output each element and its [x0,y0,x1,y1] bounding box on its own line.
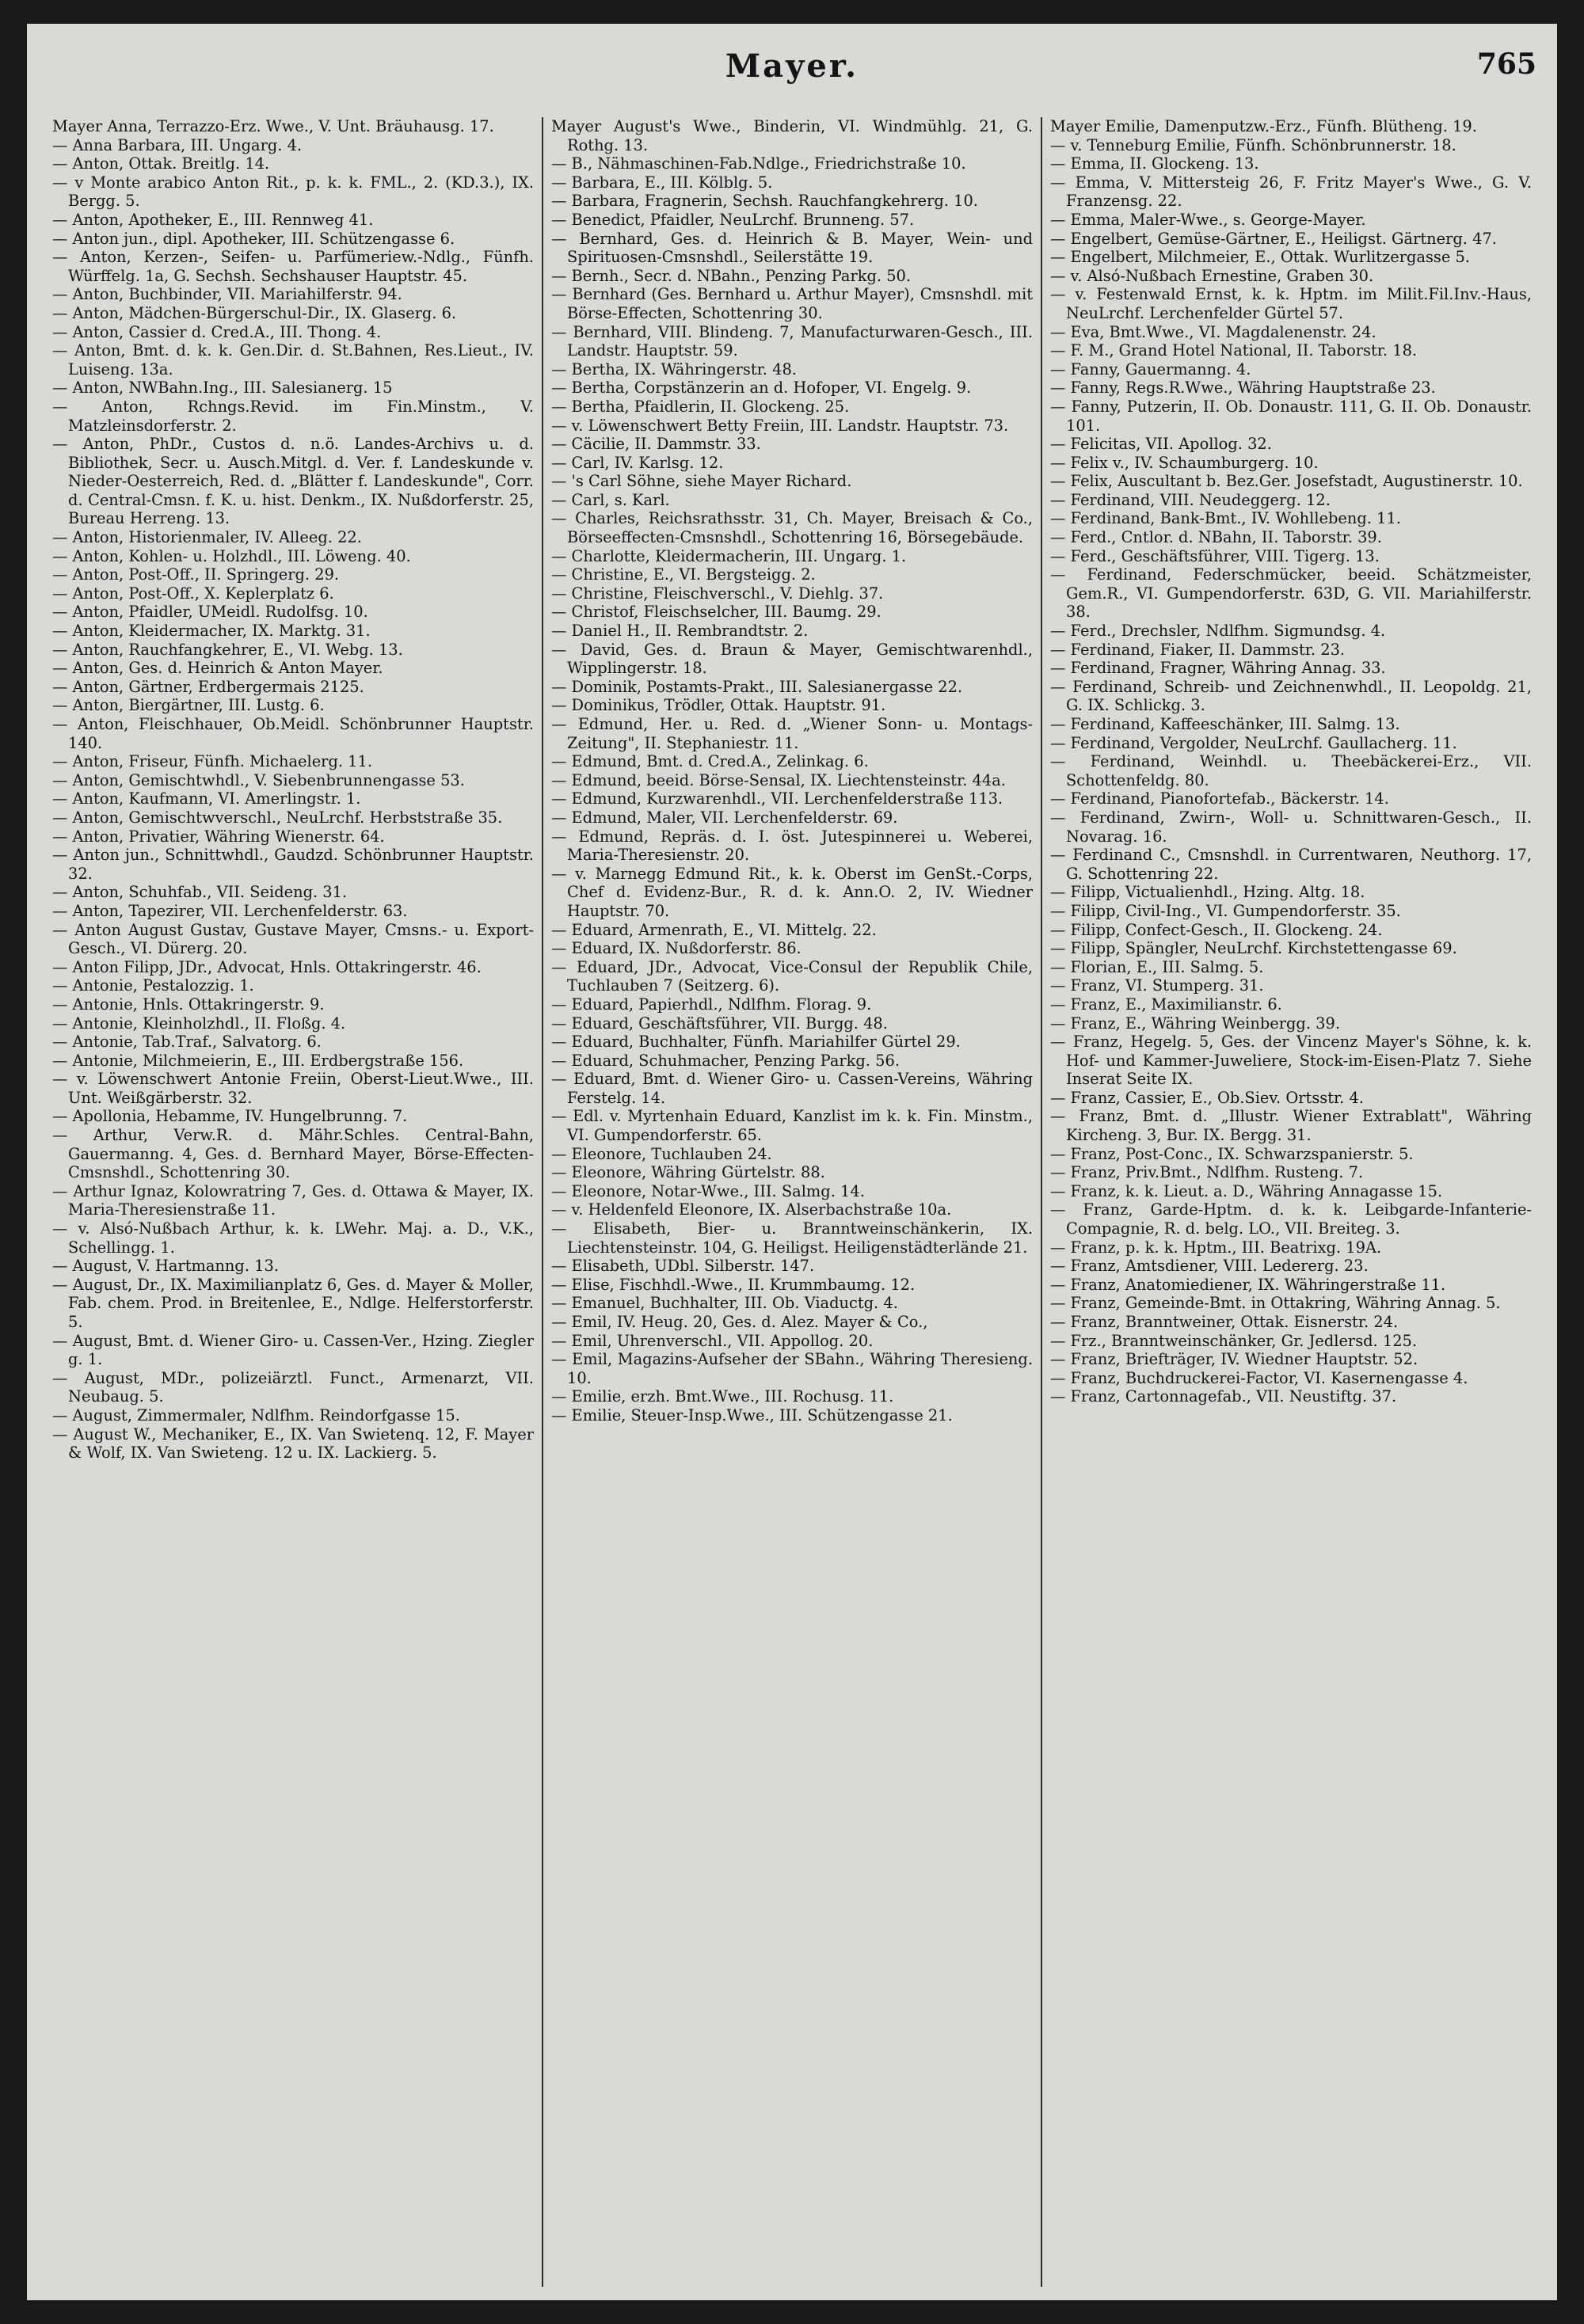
directory-entry: — Fanny, Gauermanng. 4. [1050,359,1251,378]
directory-entry: — Engelbert, Milchmeier, E., Ottak. Wurlitzergasse 5. [1050,248,1471,267]
directory-entry: — Franz, Post-Conc., IX. Schwarzspanierstr. 5. [1050,1144,1414,1163]
directory-entry: — Emil, Uhrenverschl., VII. Appollog. 20. [551,1331,874,1350]
directory-entry: — Elisabeth, UDbl. Silberstr. 147. [551,1257,815,1276]
directory-entry: — Anton, Pfaidler, UMeidl. Rudolfsg. 10. [52,603,368,622]
directory-entry: — Christine, E., VI. Bergsteigg. 2. [551,565,816,584]
directory-entry: — Anton, PhDr., Custos d. n.ö. Landes-Archivs u. d. Bibliothek, Secr. u. Ausch.Mitgl. d. Ver. f. Landeskunde v. Nieder-Oesterreich, Red. d. „Blätter f. Landeskunde", Corr. d. Central-Cmsn. f. K. u. hist. Denkm., IX. Nußdorferstr. 25, Bureau Herreng. 13. [52,435,539,528]
directory-entry: — Antonie, Tab.Traf., Salvatorg. 6. [52,1033,322,1052]
directory-entry: — Anton, Rauchfangkehrer, E., VI. Webg. 13. [52,640,403,659]
directory-entry: — 's Carl Söhne, siehe Mayer Richard. [551,472,852,491]
directory-entry: — Dominikus, Trödler, Ottak. Hauptstr. 91. [551,696,886,715]
directory-entry: — August W., Mechaniker, E., IX. Van Swietenq. 12, F. Mayer & Wolf, IX. Van Swieteng. 12 u. IX. Lackierg. 5. [52,1424,539,1462]
directory-entry: — v. Heldenfeld Eleonore, IX. Alserbachstraße 10a. [551,1200,952,1219]
directory-entry: — August, V. Hartmanng. 13. [52,1257,279,1276]
directory-entry: — Anton Filipp, JDr., Advocat, Hnls. Ottakringerstr. 46. [52,957,482,976]
directory-entry: — Anton, Cassier d. Cred.A., III. Thong. 4. [52,322,382,341]
directory-entry: — Emilie, Steuer-Insp.Wwe., III. Schützengasse 21. [551,1405,953,1424]
directory-entry: — Emil, Magazins-Aufseher der SBahn., Währing Theresieng. 10. [551,1350,1038,1387]
directory-entry: — Franz, VI. Stumperg. 31. [1050,976,1264,995]
directory-entry: — Ferdinand, Schreib- und Zeichnenwhdl., II. Leopoldg. 21, G. IX. Schlickg. 3. [1050,677,1537,715]
directory-entry: — Anton, NWBahn.Ing., III. Salesianerg. 15 [52,378,393,397]
directory-entry: — Arthur Ignaz, Kolowratring 7, Ges. d. Ottawa & Mayer, IX. Maria-Theresienstraße 11. [52,1181,539,1219]
directory-entry: — Filipp, Confect-Gesch., II. Glockeng. 24. [1050,920,1383,939]
directory-entry: — Anton, Tapezirer, VII. Lerchenfelderstr. 63. [52,901,408,920]
directory-entry: — Arthur, Verw.R. d. Mähr.Schles. Central-Bahn, Gauermanng. 4, Ges. d. Bernhard Mayer, Börse-Effecten-Cmsnshdl., Schottenring 30. [52,1126,539,1182]
directory-entry: — Eleonore, Währing Gürtelstr. 88. [551,1163,825,1182]
directory-entry: — Ferdinand C., Cmsnshdl. in Currentwaren, Neuthorg. 17, G. Schottenring 22. [1050,846,1537,883]
directory-entry: — Eleonore, Notar-Wwe., III. Salmg. 14. [551,1181,865,1200]
directory-entry: Mayer Anna, Terrazzo-Erz. Wwe., V. Unt. Bräuhausg. 17. [52,117,494,135]
directory-entry: — Anton, Gemischtwhdl., V. Siebenbrunnengasse 53. [52,770,465,789]
directory-entry: — Filipp, Civil-Ing., VI. Gumpendorferstr. 35. [1050,901,1401,920]
directory-entry: — Anton, Post-Off., II. Springerg. 29. [52,565,340,584]
directory-entry: — Anna Barbara, III. Ungarg. 4. [52,135,303,154]
directory-entry: — Anton, Ottak. Breitlg. 14. [52,154,270,173]
directory-entry: Mayer August's Wwe., Binderin, VI. Windmühlg. 21, G. Rothg. 13. [551,117,1038,154]
directory-entry: — August, Bmt. d. Wiener Giro- u. Cassen-Ver., Hzing. Ziegler g. 1. [52,1331,539,1369]
directory-entry: — Emanuel, Buchhalter, III. Ob. Viaductg. 4. [551,1294,898,1313]
directory-entry: — Franz, Buchdruckerei-Factor, VI. Kasernengasse 4. [1050,1368,1468,1387]
directory-entry: — Anton, Bmt. d. k. k. Gen.Dir. d. St.Bahnen, Res.Lieut., IV. Luiseng. 13a. [52,341,539,378]
directory-entry: — Franz, E., Maximilianstr. 6. [1050,995,1282,1014]
directory-entry: — Franz, E., Währing Weinbergg. 39. [1050,1014,1341,1033]
directory-entry: — Eva, Bmt.Wwe., VI. Magdalenenstr. 24. [1050,322,1376,341]
directory-entry: — Christof, Fleischselcher, III. Baumg. 29. [551,603,881,622]
directory-entry: — Antonie, Pestalozzig. 1. [52,976,254,995]
directory-entry: — Felicitas, VII. Apollog. 32. [1050,435,1272,454]
directory-entry: — Anton, Mädchen-Bürgerschul-Dir., IX. Glaserg. 6. [52,303,457,322]
directory-entry: — Bernhard (Ges. Bernhard u. Arthur Mayer), Cmsnshdl. mit Börse-Effecten, Schottenring 30. [551,285,1038,322]
directory-entry: — Christine, Fleischverschl., V. Diehlg. 37. [551,584,884,603]
directory-entry: — Barbara, Fragnerin, Sechsh. Rauchfangkehrerg. 10. [551,192,978,211]
directory-entry: — Franz, p. k. k. Hptm., III. Beatrixg. 19A. [1050,1238,1382,1257]
directory-entry: — Anton, Kleidermacher, IX. Marktg. 31. [52,622,371,641]
directory-entry: — Franz, Priv.Bmt., Ndlfhm. Rusteng. 7. [1050,1163,1364,1182]
directory-entry: — Ferd., Drechsler, Ndlfhm. Sigmundsg. 4. [1050,622,1386,641]
directory-entry: — Franz, Anatomiediener, IX. Währingerstraße 11. [1050,1275,1446,1294]
directory-entry: — Anton, Kaufmann, VI. Amerlingstr. 1. [52,789,361,808]
directory-entry: — Ferdinand, Kaffeeschänker, III. Salmg. 13. [1050,715,1400,733]
directory-entry: — Ferdinand, Zwirn-, Woll- u. Schnittwaren-Gesch., II. Novarag. 16. [1050,808,1537,846]
directory-entry: — Antonie, Hnls. Ottakringerstr. 9. [52,995,325,1014]
directory-entry: — Anton, Gärtner, Erdbergermais 2125. [52,677,364,696]
directory-entry: — August, Dr., IX. Maximilianplatz 6, Ges. d. Mayer & Moller, Fab. chem. Prod. in Breitenlee, E., Ndlge. Helferstorferstr. 5. [52,1275,539,1331]
directory-entry: — Anton August Gustav, Gustave Mayer, Cmsns.- u. Export-Gesch., VI. Dürerg. 20. [52,920,534,958]
directory-entry: — Felix v., IV. Schaumburgerg. 10. [1050,453,1319,472]
directory-entry: — Edmund, beeid. Börse-Sensal, IX. Liechtensteinstr. 44a. [551,770,1006,789]
directory-entry: — Ferd., Cntlor. d. NBahn, II. Taborstr. 39. [1050,528,1382,547]
directory-entry: — Carl, s. Karl. [551,490,670,509]
directory-entry: — Eduard, Buchhalter, Fünfh. Mariahilfer Gürtel 29. [551,1033,961,1052]
directory-entry: — Eduard, IX. Nußdorferstr. 86. [551,939,802,958]
page-number: 765 [1476,48,1536,81]
directory-entry: — Bernhard, Ges. d. Heinrich & B. Mayer, Wein- und Spirituosen-Cmsnshdl., Seilerstätte 19. [551,229,1038,267]
directory-page [27,24,1557,2300]
directory-entry: — Filipp, Victualienhdl., Hzing. Altg. 18. [1050,883,1365,902]
directory-entry: Mayer Emilie, Damenputzw.-Erz., Fünfh. Blütheng. 19. [1050,117,1477,135]
directory-entry: — Benedict, Pfaidler, NeuLrchf. Brunneng. 57. [551,210,915,229]
directory-entry: — v. Tenneburg Emilie, Fünfh. Schönbrunnerstr. 18. [1050,135,1456,154]
directory-entry: — Eduard, Schuhmacher, Penzing Parkg. 56. [551,1051,900,1070]
directory-entry: — Bernhard, VIII. Blindeng. 7, Manufacturwaren-Gesch., III. Landstr. Hauptstr. 59. [551,322,1038,360]
directory-entry: — Anton, Privatier, Währing Wienerstr. 64. [52,827,385,846]
directory-entry: — Franz, Cassier, E., Ob.Siev. Ortsstr. 4. [1050,1088,1364,1107]
directory-entry: — Anton, Buchbinder, VII. Mariahilferstr. 94. [52,285,402,304]
directory-entry: — Franz, Garde-Hptm. d. k. k. Leibgarde-Infanterie-Compagnie, R. d. belg. LO., VII. Breiteg. 3. [1050,1200,1532,1238]
directory-entry: — Daniel H., II. Rembrandtstr. 2. [551,622,809,641]
column-left [44,117,542,2287]
directory-entry: — Ferdinand, Federschmücker, beeid. Schätzmeister, Gem.R., VI. Gumpendorferstr. 63D, G. VII. Mariahilferstr. 38. [1050,565,1537,622]
directory-entry: — Franz, Briefträger, IV. Wiedner Hauptstr. 52. [1050,1350,1418,1369]
directory-entry: — Anton, Kohlen- u. Holzhdl., III. Löweng. 40. [52,546,411,565]
directory-entry: — Antonie, Milchmeierin, E., III. Erdbergstraße 156. [52,1051,464,1070]
directory-entry: — Cäcilie, II. Dammstr. 33. [551,435,761,454]
directory-entry: — Edmund, Repräs. d. I. öst. Jutespinnerei u. Weberei, Maria-Theresienstr. 20. [551,827,1038,865]
directory-entry: — v Monte arabico Anton Rit., p. k. k. FML., 2. (KD.3.), IX. Bergg. 5. [52,173,539,211]
directory-entry: — Anton, Ges. d. Heinrich & Anton Mayer. [52,659,383,678]
directory-entry: — Anton, Friseur, Fünfh. Michaelerg. 11. [52,752,373,771]
directory-entry: — Dominik, Postamts-Prakt., III. Salesianergasse 22. [551,677,963,696]
directory-entry: — Fanny, Putzerin, II. Ob. Donaustr. 111, G. II. Ob. Donaustr. 101. [1050,397,1537,435]
directory-entry: — v. Marnegg Edmund Rit., k. k. Oberst im GenSt.-Corps, Chef d. Evidenz-Bur., R. d. k. Ann.O. 2, IV. Wiedner Hauptstr. 70. [551,864,1038,920]
directory-entry: — Franz, Cartonnagefab., VII. Neustiftg. 37. [1050,1387,1397,1406]
directory-entry: — Ferd., Geschäftsführer, VIII. Tigerg. 13. [1050,546,1380,565]
directory-entry: — Eleonore, Tuchlauben 24. [551,1144,772,1163]
directory-entry: — Florian, E., III. Salmg. 5. [1050,957,1264,976]
directory-entry: — Franz, Hegelg. 5, Ges. der Vincenz Mayer's Söhne, k. k. Hof- und Kammer-Juweliere, Stock-im-Eisen-Platz 7. Siehe Inserat Seite IX. [1050,1033,1537,1089]
directory-entry: — Barbara, E., III. Kölblg. 5. [551,173,773,192]
directory-entry: — Franz, Amtsdiener, VIII. Ledererg. 23. [1050,1257,1369,1276]
directory-entry: — Bernh., Secr. d. NBahn., Penzing Parkg. 50. [551,266,912,285]
directory-entry: — Ferdinand, Bank-Bmt., IV. Wohllebeng. 11. [1050,509,1401,528]
directory-entry: — Anton jun., dipl. Apotheker, III. Schützengasse 6. [52,229,455,248]
directory-entry: — Ferdinand, VIII. Neudeggerg. 12. [1050,490,1331,509]
directory-entry: — Emma, Maler-Wwe., s. George-Mayer. [1050,210,1366,229]
directory-entry: — Eduard, Geschäftsführer, VII. Burgg. 48. [551,1014,888,1033]
directory-entry: — Felix, Auscultant b. Bez.Ger. Josefstadt, Augustinerstr. 10. [1050,472,1523,491]
directory-entry: — Fanny, Regs.R.Wwe., Währing Hauptstraße 23. [1050,378,1436,397]
directory-entry: — Edmund, Maler, VII. Lerchenfelderstr. 69. [551,808,898,827]
directory-entry: — Anton, Schuhfab., VII. Seideng. 31. [52,883,348,902]
directory-entry: — v. Alsó-Nußbach Ernestine, Graben 30. [1050,266,1374,285]
directory-entry: — Anton, Kerzen-, Seifen- u. Parfümeriew.-Ndlg., Fünfh. Würffelg. 1a, G. Sechsh. Sechshauser Hauptstr. 45. [52,248,539,285]
directory-entry: — Anton, Post-Off., X. Keplerplatz 6. [52,584,334,603]
directory-entry: — Ferdinand, Fiaker, II. Dammstr. 23. [1050,640,1346,659]
directory-entry: — Carl, IV. Karlsg. 12. [551,453,724,472]
directory-entry: — Emma, V. Mittersteig 26, F. Fritz Mayer's Wwe., G. V. Franzensg. 22. [1050,173,1537,211]
directory-entry: — Bertha, IX. Währingerstr. 48. [551,359,797,378]
directory-entry: — Eduard, Papierhdl., Ndlfhm. Florag. 9. [551,995,872,1014]
directory-entry: — Franz, k. k. Lieut. a. D., Währing Annagasse 15. [1050,1181,1443,1200]
directory-entry: — Franz, Branntweiner, Ottak. Eisnerstr. 24. [1050,1313,1399,1331]
directory-entry: — Edmund, Kurzwarenhdl., VII. Lerchenfelderstraße 113. [551,789,1003,808]
directory-entry: — Charles, Reichsrathsstr. 31, Ch. Mayer, Breisach & Co., Börseeffecten-Cmsnshdl., Schottenring 16, Börsegebäude. [551,509,1038,547]
directory-entry: — Ferdinand, Vergolder, NeuLrchf. Gaullacherg. 11. [1050,733,1457,752]
directory-entry: — v. Festenwald Ernst, k. k. Hptm. im Milit.Fil.Inv.-Haus, NeuLrchf. Lerchenfelder Gürtel 57. [1050,285,1537,322]
column-middle [542,117,1041,2287]
directory-entry: — Eduard, Bmt. d. Wiener Giro- u. Cassen-Vereins, Währing Ferstelg. 14. [551,1070,1038,1107]
directory-entry: — v. Alsó-Nußbach Arthur, k. k. LWehr. Maj. a. D., V.K., Schellingg. 1. [52,1219,539,1257]
directory-entry: — Ferdinand, Fragner, Währing Annag. 33. [1050,659,1386,678]
directory-entry: — David, Ges. d. Braun & Mayer, Gemischtwarenhdl., Wipplingerstr. 18. [551,640,1038,678]
page-header [27,24,1557,111]
directory-entry: — Bertha, Pfaidlerin, II. Glockeng. 25. [551,397,850,416]
directory-entry: — Anton, Gemischtwverschl., NeuLrchf. Herbststraße 35. [52,808,503,827]
directory-entry: — Anton, Apotheker, E., III. Rennweg 41. [52,210,374,229]
directory-entry: — Franz, Bmt. d. „Illustr. Wiener Extrablatt", Währing Kircheng. 3, Bur. IX. Bergg. 31. [1050,1107,1537,1145]
directory-entry: — Edmund, Her. u. Red. d. „Wiener Sonn- u. Montags-Zeitung", II. Stephaniestr. 11. [551,715,1033,752]
directory-entry: — August, Zimmermaler, Ndlfhm. Reindorfgasse 15. [52,1405,460,1424]
directory-entry: — Eduard, JDr., Advocat, Vice-Consul der Republik Chile, Tuchlauben 7 (Seitzerg. 6). [551,957,1038,995]
directory-entry: — Anton, Historienmaler, IV. Alleeg. 22. [52,528,362,547]
directory-entry: — Ferdinand, Weinhdl. u. Theebäckerei-Erz., VII. Schottenfeldg. 80. [1050,752,1537,789]
directory-entry: — v. Löwenschwert Antonie Freiin, Oberst-Lieut.Wwe., III. Unt. Weißgärberstr. 32. [52,1070,539,1107]
directory-entry: — Anton, Biergärtner, III. Lustg. 6. [52,696,325,715]
column-right [1041,117,1540,2287]
directory-entry: — Anton jun., Schnittwhdl., Gaudzd. Schönbrunner Hauptstr. 32. [52,846,539,883]
directory-entry: — Anton, Fleischhauer, Ob.Meidl. Schönbrunner Hauptstr. 140. [52,715,539,752]
directory-entry: — Engelbert, Gemüse-Gärtner, E., Heiligst. Gärtnerg. 47. [1050,229,1497,248]
directory-entry: — August, MDr., polizeiärztl. Funct., Armenarzt, VII. Neubaug. 5. [52,1368,539,1406]
directory-entry: — Filipp, Spängler, NeuLrchf. Kirchstettengasse 69. [1050,939,1457,958]
directory-entry: — Edl. v. Myrtenhain Eduard, Kanzlist im k. k. Fin. Minstm., VI. Gumpendorferstr. 65. [551,1107,1038,1145]
directory-entry: — Eduard, Armenrath, E., VI. Mittelg. 22. [551,920,877,939]
page-title: Mayer. [725,48,859,85]
directory-entry: — Emil, IV. Heug. 20, Ges. d. Alez. Mayer & Co., [551,1313,928,1331]
directory-entry: — Anton, Rchngs.Revid. im Fin.Minstm., V. Matzleinsdorferstr. 2. [52,397,539,435]
directory-entry: — F. M., Grand Hotel National, II. Taborstr. 18. [1050,341,1418,360]
directory-columns [44,117,1540,2287]
directory-entry: — Frz., Branntweinschänker, Gr. Jedlersd. 125. [1050,1331,1418,1350]
directory-entry: — Elise, Fischhdl.-Wwe., II. Krummbaumg. 12. [551,1275,916,1294]
directory-entry: — Edmund, Bmt. d. Cred.A., Zelinkag. 6. [551,752,869,771]
directory-entry: — Franz, Gemeinde-Bmt. in Ottakring, Währing Annag. 5. [1050,1294,1501,1313]
directory-entry: — Elisabeth, Bier- u. Branntweinschänkerin, IX. Liechtensteinstr. 104, G. Heiligst. Heiligenstädterlände 21. [551,1219,1038,1257]
directory-entry: — v. Löwenschwert Betty Freiin, III. Landstr. Hauptstr. 73. [551,416,1009,435]
directory-entry: — Charlotte, Kleidermacherin, III. Ungarg. 1. [551,546,907,565]
directory-entry: — Emma, II. Glockeng. 13. [1050,154,1259,173]
directory-entry: — Bertha, Corpstänzerin an d. Hofoper, VI. Engelg. 9. [551,378,972,397]
directory-entry: — Apollonia, Hebamme, IV. Hungelbrunng. 7. [52,1107,408,1126]
directory-entry: — Ferdinand, Pianofortefab., Bäckerstr. 14. [1050,789,1389,808]
directory-entry: — Emilie, erzh. Bmt.Wwe., III. Rochusg. 11. [551,1387,894,1406]
directory-entry: — Antonie, Kleinholzhdl., II. Floßg. 4. [52,1014,346,1033]
directory-entry: — B., Nähmaschinen-Fab.Ndlge., Friedrichstraße 10. [551,154,966,173]
